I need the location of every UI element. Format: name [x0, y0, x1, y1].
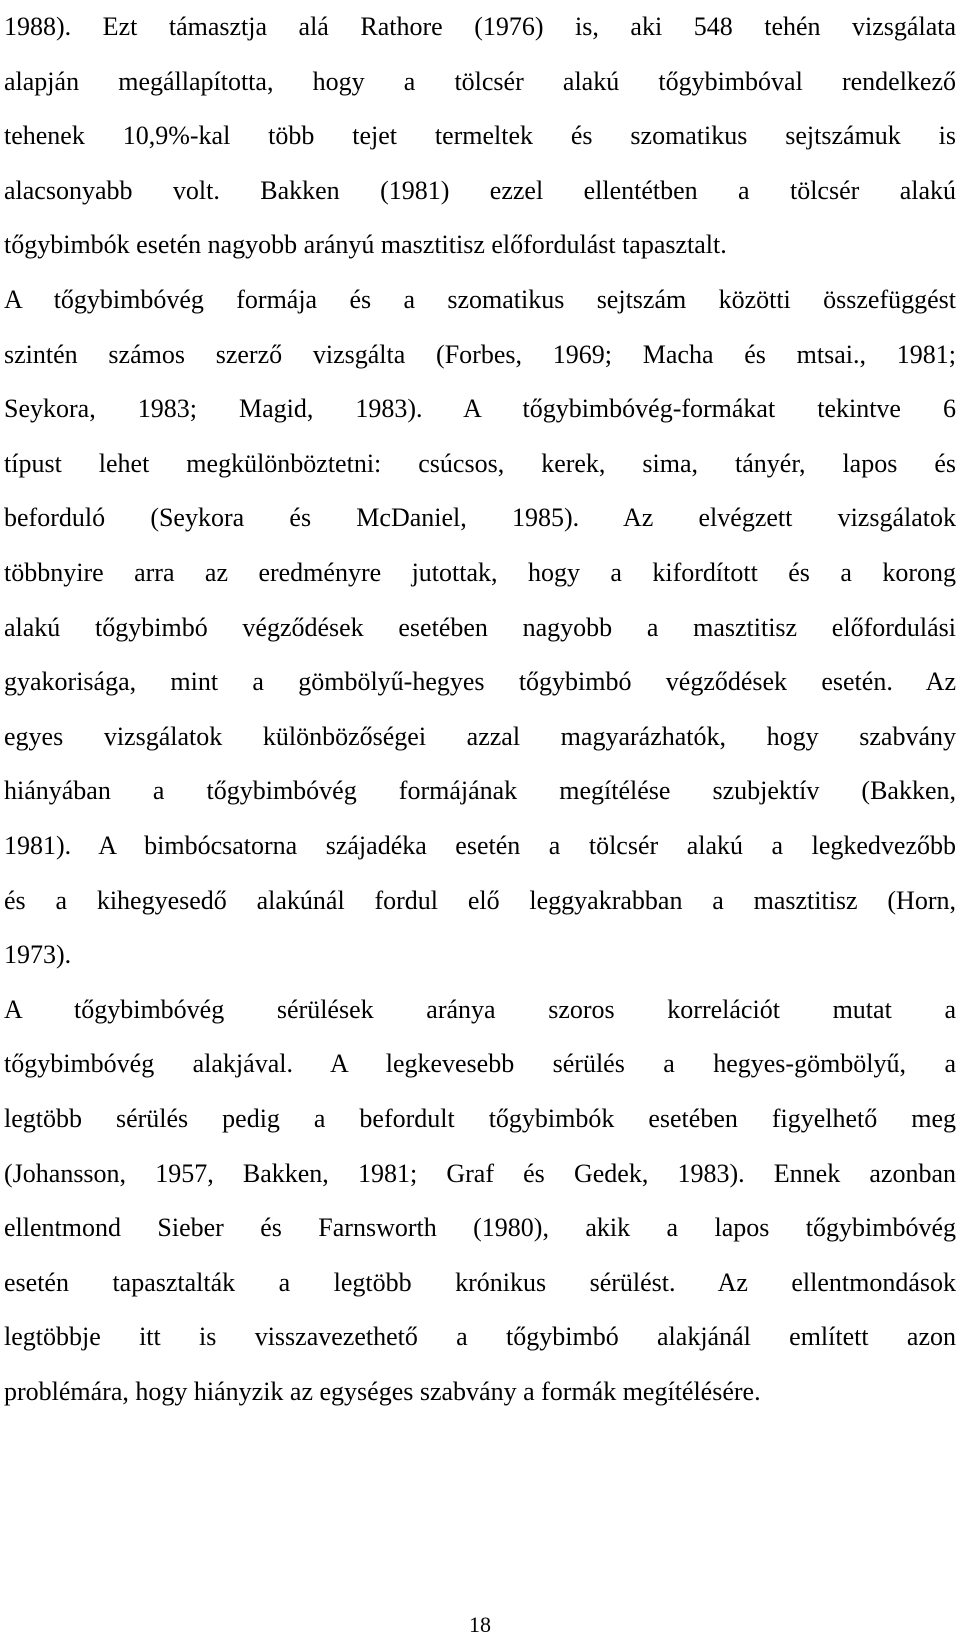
text-line: ellentmond Sieber és Farnsworth (1980), akik a lapos tőgybimbóvég [4, 1213, 956, 1243]
text-line: és a kihegyesedő alakúnál fordul elő leggyakrabban a masztitisz (Horn, [4, 885, 956, 915]
text-line: tehenek 10,9%-kal több tejet termeltek és szomatikus sejtszámuk is [4, 121, 956, 151]
text-line: alacsonyabb volt. Bakken (1981) ezzel ellentétben a tölcsér alakú [4, 175, 956, 205]
text-line: esetén tapasztalták a legtöbb krónikus sérülést. Az ellentmondások [4, 1267, 956, 1297]
text-line: tőgybimbók esetén nagyobb arányú masztitisz előfordulást tapasztalt. [4, 230, 727, 260]
text-line: hiányában a tőgybimbóvég formájának megítélése szubjektív (Bakken, [4, 776, 956, 806]
text-line: 1988). Ezt támasztja alá Rathore (1976) is, aki 548 tehén vizsgálata [4, 12, 956, 41]
text-line: egyes vizsgálatok különbözőségei azzal magyarázhatók, hogy szabvány [4, 721, 956, 751]
text-line: 1981). A bimbócsatorna szájadéka esetén a tölcsér alakú a legkedvezőbb [4, 830, 956, 860]
paragraph-1 [4, 0, 956, 983]
paragraph-2 [4, 983, 956, 1420]
text-line: legtöbbje itt is visszavezethető a tőgybimbó alakjánál említett azon [4, 1322, 956, 1352]
text-line: beforduló (Seykora és McDaniel, 1985). Az elvégzett vizsgálatok [4, 503, 956, 533]
page-number: 18 [469, 1612, 491, 1637]
text-line: A tőgybimbóvég formája és a szomatikus sejtszám közötti összefüggést [4, 284, 956, 314]
text-line: 1973). [4, 940, 72, 970]
text-line: problémára, hogy hiányzik az egységes szabvány a formák megítélésére. [4, 1376, 761, 1406]
text-line: Seykora, 1983; Magid, 1983). A tőgybimbóvég-formákat tekintve 6 [4, 394, 956, 424]
text-line: A tőgybimbóvég sérülések aránya szoros korrelációt mutat a [4, 994, 956, 1024]
text-line: többnyire arra az eredményre jutottak, hogy a kifordított és a korong [4, 557, 956, 587]
text-line: típust lehet megkülönböztetni: csúcsos, kerek, sima, tányér, lapos és [4, 448, 956, 478]
text-line: legtöbb sérülés pedig a befordult tőgybimbók esetében figyelhető meg [4, 1103, 956, 1133]
text-line: alapján megállapította, hogy a tölcsér alakú tőgybimbóval rendelkező [4, 66, 956, 96]
text-line: szintén számos szerző vizsgálta (Forbes, 1969; Macha és mtsai., 1981; [4, 339, 956, 369]
text-line: gyakorisága, mint a gömbölyű-hegyes tőgybimbó végződések esetén. Az [4, 667, 956, 697]
text-line: tőgybimbóvég alakjával. A legkevesebb sérülés a hegyes-gömbölyű, a [4, 1049, 956, 1079]
text-line: alakú tőgybimbó végződések esetében nagyobb a masztitisz előfordulási [4, 612, 956, 642]
text-line: (Johansson, 1957, Bakken, 1981; Graf és Gedek, 1983). Ennek azonban [4, 1158, 956, 1188]
